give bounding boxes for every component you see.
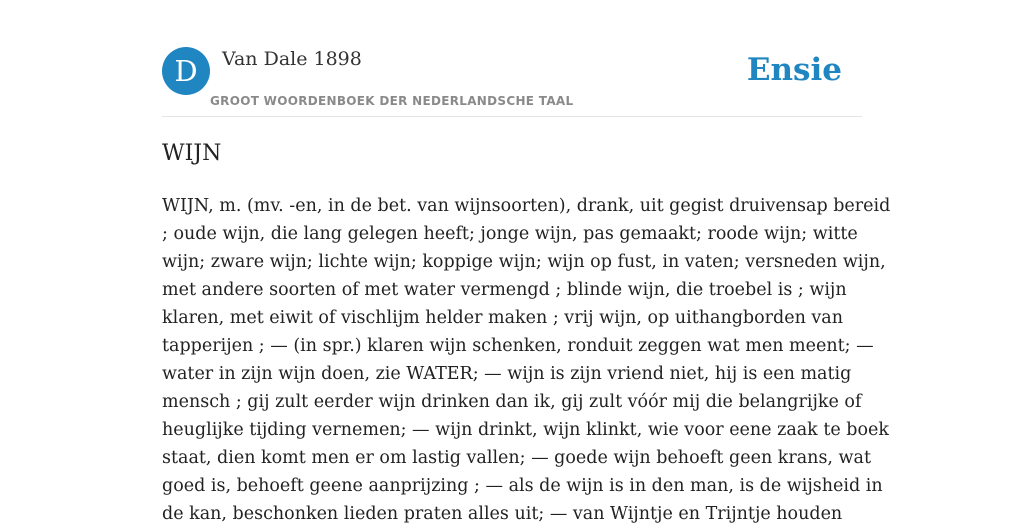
definition-line: wijn; zware wijn; lichte wijn; koppige wijn; wijn op fust, in vaten; versneden wijn,: [162, 252, 886, 272]
definition-line: goed is, behoeft geene aanprijzing ; — als de wijn is in den man, is de wijsheid in: [162, 476, 883, 496]
definition-line: WIJN, m. (mv. -en, in de bet. van wijnsoorten), drank, uit gegist druivensap bereid: [162, 196, 891, 216]
definition-line: staat, dien komt men er om lastig vallen; — goede wijn behoeft geen krans, wat: [162, 448, 872, 468]
dictionary-header: [162, 47, 862, 117]
entry-headword: WIJN: [162, 141, 222, 166]
definition-line: water in zijn wijn doen, zie WATER; — wijn is zijn vriend niet, hij is een matig: [162, 364, 852, 384]
definition-line: de kan, beschonken lieden praten alles uit; — van Wijntje en Trijntje houden: [162, 504, 843, 524]
definition-line: tapperijen ; — (in spr.) klaren wijn schenken, ronduit zeggen wat men meent; —: [162, 336, 874, 356]
definition-line: heuglijke tijding vernemen; — wijn drinkt, wijn klinkt, wie voor eene zaak te boek: [162, 420, 890, 440]
entry-definition: [162, 192, 891, 528]
definition-line: mensch ; gij zult eerder wijn drinken dan ik, gij zult vóór mij die belangrijke of: [162, 392, 862, 412]
dictionary-title[interactable]: Van Dale 1898: [222, 48, 362, 70]
definition-line: klaren, met eiwit of vischlijm helder maken ; vrij wijn, op uithangborden van: [162, 308, 844, 328]
definition-line: ; oude wijn, die lang gelegen heeft; jonge wijn, pas gemaakt; roode wijn; witte: [162, 224, 858, 244]
ensie-logo-link[interactable]: Ensie: [746, 52, 842, 88]
dictionary-logo[interactable]: D: [162, 47, 210, 95]
definition-line: met andere soorten of met water vermengd ; blinde wijn, die troebel is ; wijn: [162, 280, 847, 300]
dictionary-subtitle: GROOT WOORDENBOEK DER NEDERLANDSCHE TAAL: [210, 94, 574, 108]
